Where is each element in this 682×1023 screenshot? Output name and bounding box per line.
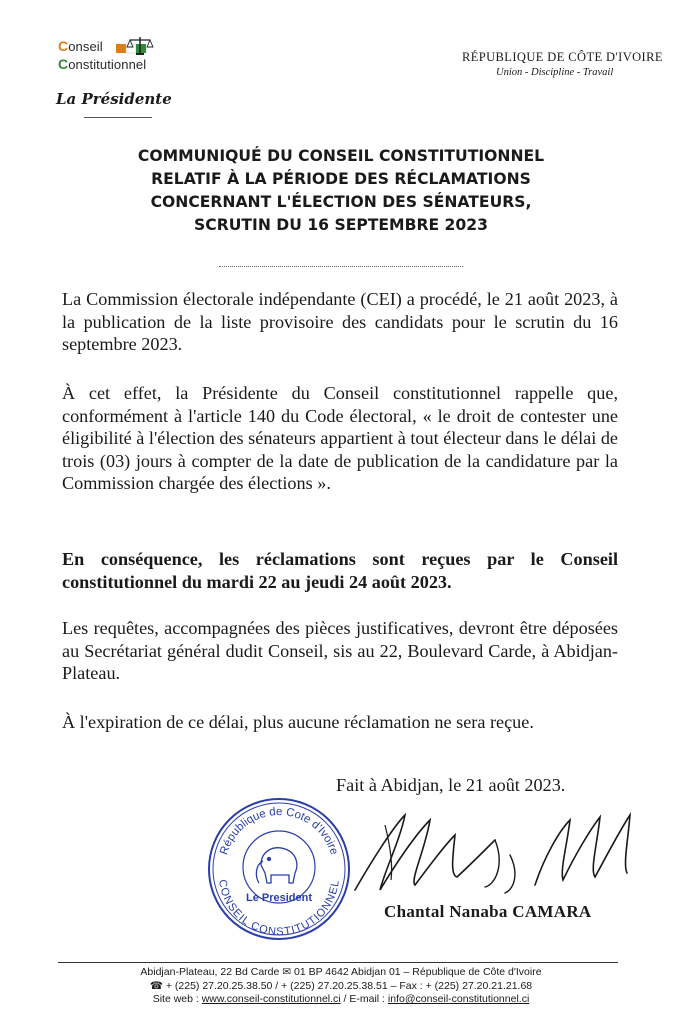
paragraph: À cet effet, la Présidente du Conseil constitutionnel rappelle que, conformément à l'article 140 du Code électoral, « le droit de contester une éligibilité à l'élection des sénateurs appartient à tout électeur dans le délai de trois (03) jours à compter de la date de publication de la candidature par la Commission chargée des élections ». xyxy=(62,383,618,493)
logo-text: onseil xyxy=(68,39,103,54)
footer-contact xyxy=(40,966,642,1007)
logo-initial: C xyxy=(58,38,69,54)
divider xyxy=(58,962,618,963)
stamp-outer-text: République de Cote d'Ivoire xyxy=(218,805,340,857)
website-link[interactable]: www.conseil-constitutionnel.ci xyxy=(201,993,341,1005)
title-line: RELATIF À LA PÉRIODE DES RÉCLAMATIONS xyxy=(151,170,531,188)
signatory-name: Chantal Nanaba CAMARA xyxy=(384,902,592,921)
institution-logo xyxy=(58,36,168,74)
handwritten-signature xyxy=(345,795,645,905)
title-line: SCRUTIN DU 16 SEPTEMBRE 2023 xyxy=(194,216,488,234)
paragraph: Les requêtes, accompagnées des pièces justificatives, devront être déposées au Secrétariat général dudit Conseil, sis au 22, Boulevard Carde, à Abidjan-Plateau. xyxy=(62,618,618,683)
document-title xyxy=(40,145,642,237)
divider xyxy=(219,266,463,267)
paragraph: La Commission électorale indépendante (CEI) a procédé, le 21 août 2023, à la publication de la liste provisoire des candidats pour le scrutin du 16 septembre 2023. xyxy=(62,289,618,354)
footer-phone: ☎ + (225) 27.20.25.38.50 / + (225) 27.20.25.38.51 – Fax : + (225) 27.20.21.21.68 xyxy=(149,979,533,992)
stamp-inner-text: Le President xyxy=(245,892,313,904)
email-label: / E-mail : xyxy=(340,993,388,1005)
paragraph: À l'expiration de ce délai, plus aucune réclamation ne sera reçue. xyxy=(62,712,534,732)
footer-address: Abidjan-Plateau, 22 Bd Carde ✉ 01 BP 4642 Abidjan 01 – République de Côte d'Ivoire xyxy=(140,966,542,978)
elephant-emblem-icon xyxy=(256,848,296,883)
place-and-date: Fait à Abidjan, le 21 août 2023. xyxy=(336,775,566,795)
title-line: COMMUNIQUÉ DU CONSEIL CONSTITUTIONNEL xyxy=(137,147,545,165)
national-motto: Union - Discipline - Travail xyxy=(496,67,614,78)
scales-of-justice-icon xyxy=(116,36,164,56)
title-line: CONCERNANT L'ÉLECTION DES SÉNATEURS, xyxy=(150,193,532,211)
official-stamp xyxy=(205,795,353,943)
divider xyxy=(84,117,152,118)
email-link[interactable]: info@conseil-constitutionnel.ci xyxy=(387,993,530,1005)
footer-web xyxy=(40,993,642,1007)
logo-text: onstitutionnel xyxy=(68,57,147,72)
republic-heading: RÉPUBLIQUE DE CÔTE D'IVOIRE xyxy=(462,50,663,64)
site-label: Site web : xyxy=(152,993,202,1005)
office-subtitle: La Présidente xyxy=(56,90,172,108)
logo-initial: C xyxy=(58,56,69,72)
paragraph-emphasis: En conséquence, les réclamations sont reçues par le Conseil constitutionnel du mardi 22 au jeudi 24 août 2023. xyxy=(62,549,618,592)
svg-text:CONSEIL CONSTITUTIONNEL xyxy=(216,879,342,938)
stamp-bottom-text: CONSEIL CONSTITUTIONNEL xyxy=(216,878,342,939)
